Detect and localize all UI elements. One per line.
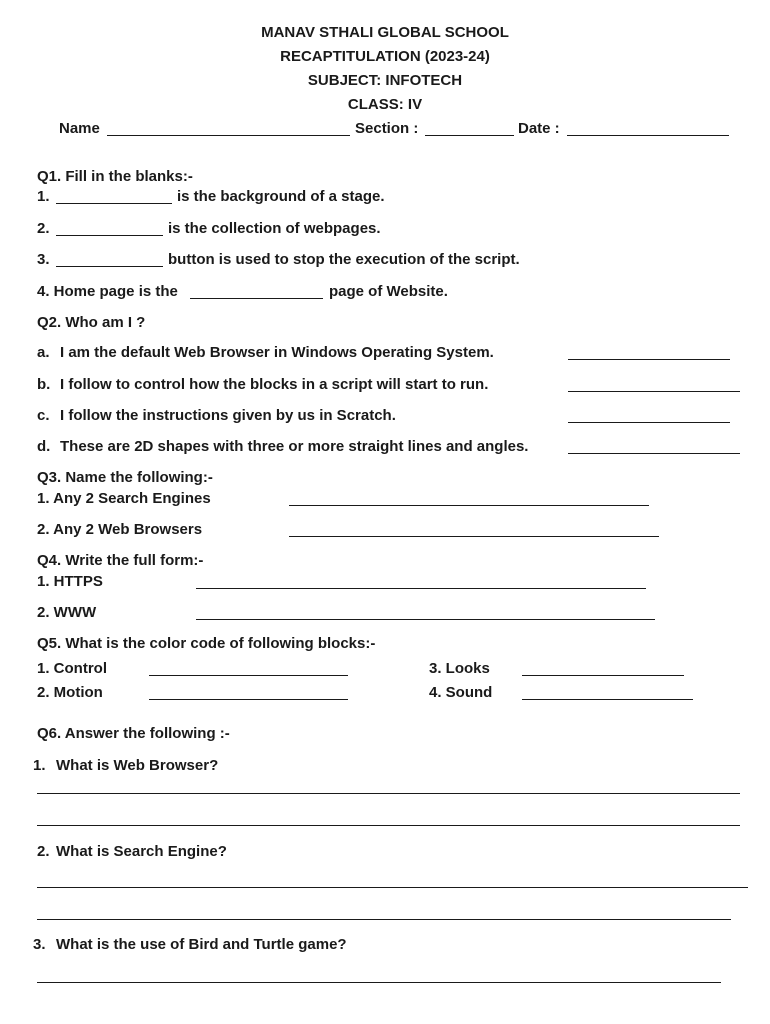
q2-item-text: I follow the instructions given by us in Scratch. xyxy=(60,407,396,424)
q1-item3-blank[interactable] xyxy=(56,266,163,267)
q6-item-text: What is Web Browser? xyxy=(56,757,219,774)
q6-item-number: 2. xyxy=(37,843,50,860)
q5-item: 1. Control xyxy=(37,660,107,677)
q2-item-a-blank[interactable] xyxy=(568,359,730,360)
q5-looks-blank[interactable] xyxy=(522,675,684,676)
q5-item: 2. Motion xyxy=(37,684,103,701)
q1-item-text: is the collection of webpages. xyxy=(168,220,381,237)
class-line: CLASS: IV xyxy=(347,96,423,113)
q1-item2-blank[interactable] xyxy=(56,235,163,236)
q3-item1-blank[interactable] xyxy=(289,505,649,506)
q5-control-blank[interactable] xyxy=(149,675,348,676)
q2-item-text: I am the default Web Browser in Windows Operating System. xyxy=(60,344,494,361)
q2-item-text: These are 2D shapes with three or more straight lines and angles. xyxy=(60,438,529,455)
date-label: Date : xyxy=(518,120,560,137)
q2-heading: Q2. Who am I ? xyxy=(37,314,146,331)
q6-item-number: 1. xyxy=(33,757,46,774)
q3-item2-blank[interactable] xyxy=(289,536,659,537)
name-label: Name xyxy=(59,120,100,137)
q1-item-number: 2. xyxy=(37,220,50,237)
q4-item1-blank[interactable] xyxy=(196,588,646,589)
worksheet-title: RECAPTITULATION (2023-24) xyxy=(280,48,490,65)
q3-item: 2. Any 2 Web Browsers xyxy=(37,521,203,538)
answer-line[interactable] xyxy=(37,919,731,920)
q1-item4-blank[interactable] xyxy=(190,298,323,299)
q4-item2-blank[interactable] xyxy=(196,619,655,620)
q2-item-label: c. xyxy=(37,407,50,424)
q2-item-d-blank[interactable] xyxy=(568,453,740,454)
q1-item-text: button is used to stop the execution of the script. xyxy=(168,251,520,268)
answer-line[interactable] xyxy=(37,982,721,983)
q1-item-text: page of Website. xyxy=(329,283,448,300)
q6-item-number: 3. xyxy=(33,936,46,953)
q2-item-label: a. xyxy=(37,344,50,361)
q1-heading: Q1. Fill in the blanks:- xyxy=(37,168,193,185)
q1-item1-blank[interactable] xyxy=(56,203,172,204)
q1-item-text: is the background of a stage. xyxy=(177,188,385,205)
q4-item: 2. WWW xyxy=(37,604,97,621)
q6-item-text: What is Search Engine? xyxy=(56,843,227,860)
q5-sound-blank[interactable] xyxy=(522,699,693,700)
q2-item-label: d. xyxy=(37,438,51,455)
section-blank[interactable] xyxy=(425,135,514,136)
q4-heading: Q4. Write the full form:- xyxy=(37,552,204,569)
q6-item-text: What is the use of Bird and Turtle game? xyxy=(56,936,347,953)
answer-line[interactable] xyxy=(37,793,740,794)
q2-item-b-blank[interactable] xyxy=(568,391,740,392)
q2-item-label: b. xyxy=(37,376,51,393)
q5-motion-blank[interactable] xyxy=(149,699,348,700)
answer-line[interactable] xyxy=(37,825,740,826)
q5-item: 3. Looks xyxy=(429,660,490,677)
name-blank[interactable] xyxy=(107,135,350,136)
q1-item-number: 3. xyxy=(37,251,50,268)
q4-item: 1. HTTPS xyxy=(37,573,103,590)
q3-item: 1. Any 2 Search Engines xyxy=(37,490,211,507)
q1-item-text: 4. Home page is the xyxy=(37,283,178,300)
q5-heading: Q5. What is the color code of following blocks:- xyxy=(37,635,376,652)
q6-heading: Q6. Answer the following :- xyxy=(37,725,230,742)
q2-item-text: I follow to control how the blocks in a script will start to run. xyxy=(60,376,489,393)
q5-item: 4. Sound xyxy=(429,684,493,701)
q2-item-c-blank[interactable] xyxy=(568,422,730,423)
q3-heading: Q3. Name the following:- xyxy=(37,469,213,486)
answer-line[interactable] xyxy=(37,887,748,888)
section-label: Section : xyxy=(355,120,419,137)
date-blank[interactable] xyxy=(567,135,729,136)
school-name: MANAV STHALI GLOBAL SCHOOL xyxy=(261,24,509,41)
subject-line: SUBJECT: INFOTECH xyxy=(307,72,463,89)
q1-item-number: 1. xyxy=(37,188,50,205)
